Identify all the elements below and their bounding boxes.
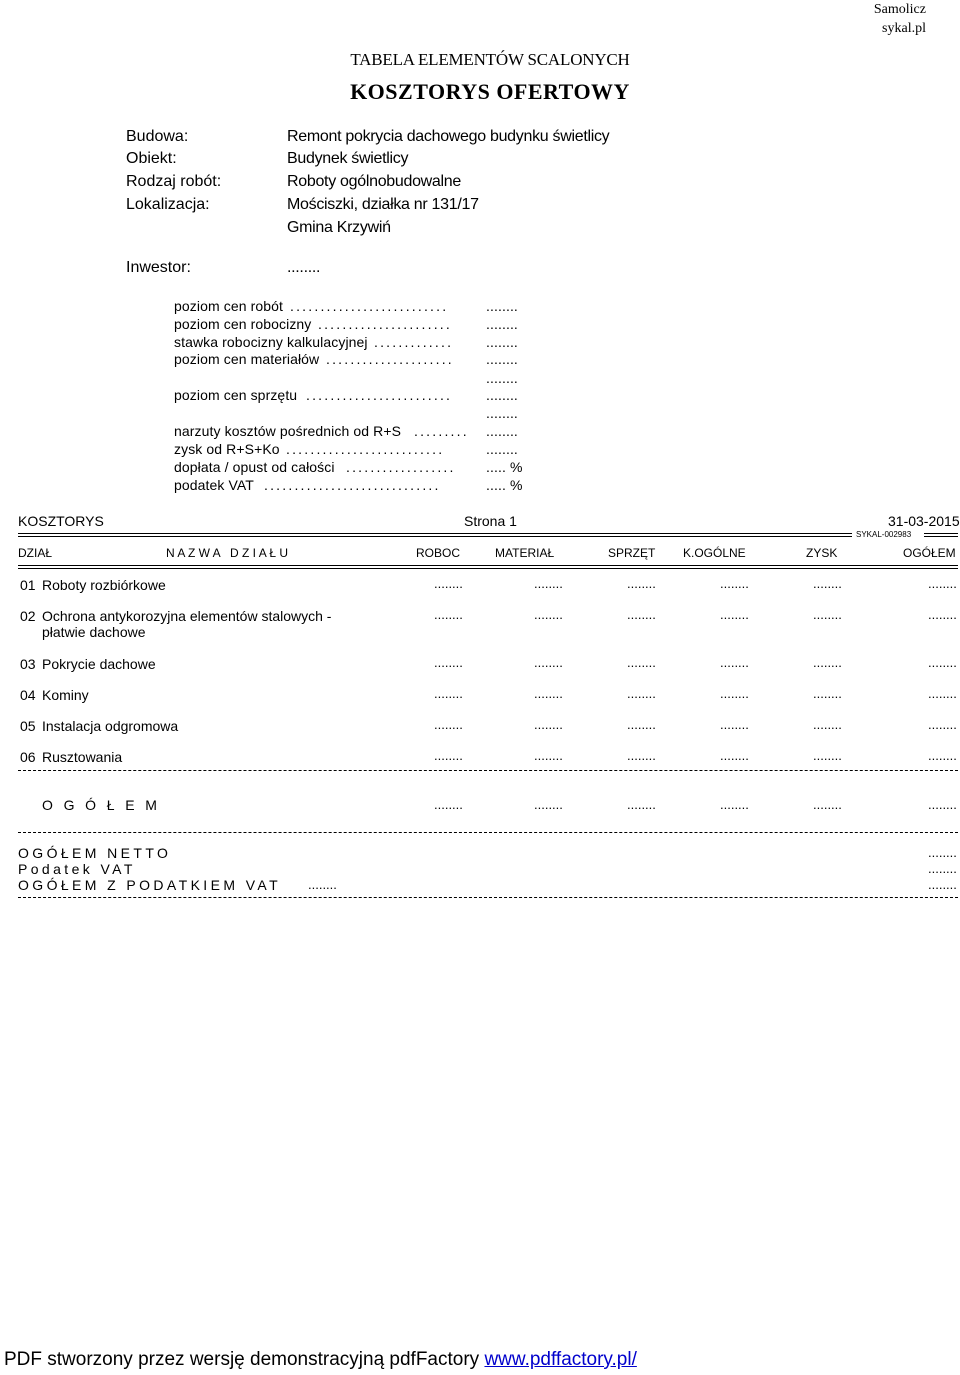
corner-line-2: sykal.pl <box>882 21 926 36</box>
level-leader: .................. <box>346 459 456 475</box>
cell-ogolem: ........ <box>928 686 957 701</box>
pdf-watermark-text: PDF stworzony przez wersję demonstracyjną pdfFactory <box>4 1349 485 1370</box>
level-label: narzuty kosztów pośrednich od R+S <box>174 423 402 439</box>
pdf-watermark <box>4 1349 637 1371</box>
cell-kogolne: ........ <box>720 655 749 670</box>
cell-roboc: ........ <box>434 686 463 701</box>
row-name: Roboty rozbiórkowe <box>42 577 166 593</box>
cell-ogolem: ........ <box>928 607 957 622</box>
cell-material: ........ <box>534 607 563 622</box>
info-value-gmina: Gmina Krzywiń <box>287 219 391 236</box>
corner-line-1: Samolicz <box>873 2 926 17</box>
row-name: Kominy <box>42 687 89 703</box>
total-sprzet: ........ <box>627 797 656 812</box>
cell-sprzet: ........ <box>627 717 656 732</box>
header-code: SYKAL-002983 <box>856 530 912 539</box>
level-value: ........ <box>486 405 518 421</box>
col-ogolem: OGÓŁEM <box>903 546 956 560</box>
total-zysk: ........ <box>813 797 842 812</box>
cell-material: ........ <box>534 576 563 591</box>
header-kosztorys: KOSZTORYS <box>18 513 104 529</box>
level-leader: .......................... <box>286 441 445 457</box>
col-zysk: ZYSK <box>806 546 838 560</box>
summary-vat-value: ........ <box>928 861 957 876</box>
cell-zysk: ........ <box>813 717 842 732</box>
row-number: 01 <box>20 577 36 593</box>
info-value-inwestor: ........ <box>287 259 321 276</box>
cell-kogolne: ........ <box>720 607 749 622</box>
summary-gross-label: OGÓŁEM Z PODATKIEM VAT <box>18 877 282 893</box>
col-material: MATERIAŁ <box>495 546 555 560</box>
level-value: ........ <box>486 423 518 439</box>
cell-roboc: ........ <box>434 748 463 763</box>
level-leader: .......................... <box>290 298 449 314</box>
level-leader: ........................ <box>306 387 453 403</box>
level-label: stawka robocizny kalkulacyjnej <box>174 334 368 350</box>
info-label-budowa: Budowa: <box>126 128 189 145</box>
cell-kogolne: ........ <box>720 717 749 732</box>
col-kogolne: K.OGÓLNE <box>683 546 746 560</box>
cell-sprzet: ........ <box>627 607 656 622</box>
cell-zysk: ........ <box>813 607 842 622</box>
info-label-obiekt: Obiekt: <box>126 150 177 167</box>
header-rule-left <box>18 533 852 534</box>
cell-kogolne: ........ <box>720 748 749 763</box>
total-label: O G Ó Ł E M <box>42 797 161 813</box>
cell-ogolem: ........ <box>928 576 957 591</box>
level-leader: ............. <box>374 334 454 350</box>
cell-kogolne: ........ <box>720 576 749 591</box>
cell-roboc: ........ <box>434 655 463 670</box>
pdffactory-link[interactable]: www.pdffactory.pl/ <box>484 1349 637 1370</box>
level-label: poziom cen sprzętu <box>174 387 298 403</box>
total-roboc: ........ <box>434 797 463 812</box>
level-label: podatek VAT <box>174 477 254 493</box>
corner-note <box>874 0 926 38</box>
info-label-inwestor: Inwestor: <box>126 259 191 276</box>
cell-zysk: ........ <box>813 686 842 701</box>
summary-netto-value: ........ <box>928 845 957 860</box>
summary-gross-value: ........ <box>928 877 957 892</box>
col-sprzet: SPRZĘT <box>608 546 656 560</box>
col-roboc: ROBOC <box>416 546 461 560</box>
row-name-continued: płatwie dachowe <box>42 624 146 640</box>
level-value: ........ <box>486 441 518 457</box>
cell-ogolem: ........ <box>928 655 957 670</box>
cell-zysk: ........ <box>813 748 842 763</box>
info-value-rodzaj: Roboty ogólnobudowalne <box>287 173 461 190</box>
info-value-obiekt: Budynek świetlicy <box>287 150 409 167</box>
cell-sprzet: ........ <box>627 576 656 591</box>
level-label: zysk od R+S+Ko <box>174 441 280 457</box>
cell-ogolem: ........ <box>928 717 957 732</box>
level-leader: ............................. <box>264 477 441 493</box>
level-value: ........ <box>486 334 518 350</box>
col-dzial: DZIAŁ <box>18 546 53 560</box>
level-value: ..... % <box>486 459 523 475</box>
header-rule-right <box>924 533 958 534</box>
cell-kogolne: ........ <box>720 686 749 701</box>
document-subtitle: KOSZTORYS OFERTOWY <box>350 79 630 104</box>
row-number: 04 <box>20 687 36 703</box>
info-value-lokalizacja: Mościszki, działka nr 131/17 <box>287 196 479 213</box>
total-ogolem: ........ <box>928 797 957 812</box>
cell-roboc: ........ <box>434 607 463 622</box>
row-name: Ochrona antykorozyjna elementów stalowych - <box>42 608 332 624</box>
level-label: poziom cen robót <box>174 298 283 314</box>
level-label: dopłata / opust od całości <box>174 459 335 475</box>
cell-sprzet: ........ <box>627 686 656 701</box>
level-value: ........ <box>486 298 518 314</box>
info-label-lokalizacja: Lokalizacja: <box>126 196 210 213</box>
cell-sprzet: ........ <box>627 748 656 763</box>
cell-roboc: ........ <box>434 576 463 591</box>
cell-sprzet: ........ <box>627 655 656 670</box>
header-date: 31-03-2015 <box>888 513 960 529</box>
level-value: ........ <box>486 370 518 386</box>
summary-netto-label: OGÓŁEM NETTO <box>18 845 172 861</box>
row-number: 03 <box>20 656 36 672</box>
info-value-budowa: Remont pokrycia dachowego budynku świetlicy <box>287 128 610 145</box>
level-label: poziom cen robocizny <box>174 316 312 332</box>
level-value: ..... % <box>486 477 523 493</box>
level-leader: ......... <box>414 423 469 439</box>
col-nazwa: N A Z W A D Z I A Ł U <box>166 546 289 560</box>
cell-material: ........ <box>534 748 563 763</box>
document-title: TABELA ELEMENTÓW SCALONYCH <box>350 50 630 69</box>
level-value: ........ <box>486 316 518 332</box>
cell-zysk: ........ <box>813 576 842 591</box>
row-name: Rusztowania <box>42 749 123 765</box>
cell-roboc: ........ <box>434 717 463 732</box>
cell-zysk: ........ <box>813 655 842 670</box>
total-kogolne: ........ <box>720 797 749 812</box>
rows-separator <box>18 770 958 771</box>
header-page: Strona 1 <box>464 513 517 529</box>
summary-vat-label: Podatek VAT <box>18 861 136 877</box>
row-number: 05 <box>20 718 36 734</box>
row-name: Instalacja odgromowa <box>42 718 179 734</box>
level-value: ........ <box>486 351 518 367</box>
cell-ogolem: ........ <box>928 748 957 763</box>
row-number: 06 <box>20 749 36 765</box>
summary-separator <box>18 897 958 898</box>
level-leader: ...................... <box>318 316 452 332</box>
total-separator <box>18 832 958 833</box>
columns-rule <box>18 565 958 566</box>
cell-material: ........ <box>534 686 563 701</box>
summary-gross-mid: ........ <box>308 877 337 892</box>
cell-material: ........ <box>534 655 563 670</box>
total-material: ........ <box>534 797 563 812</box>
level-label: poziom cen materiałów <box>174 351 320 367</box>
level-value: ........ <box>486 387 518 403</box>
row-number: 02 <box>20 608 36 624</box>
info-label-rodzaj: Rodzaj robót: <box>126 173 222 190</box>
level-leader: ..................... <box>326 351 454 367</box>
row-name: Pokrycie dachowe <box>42 656 156 672</box>
cell-material: ........ <box>534 717 563 732</box>
